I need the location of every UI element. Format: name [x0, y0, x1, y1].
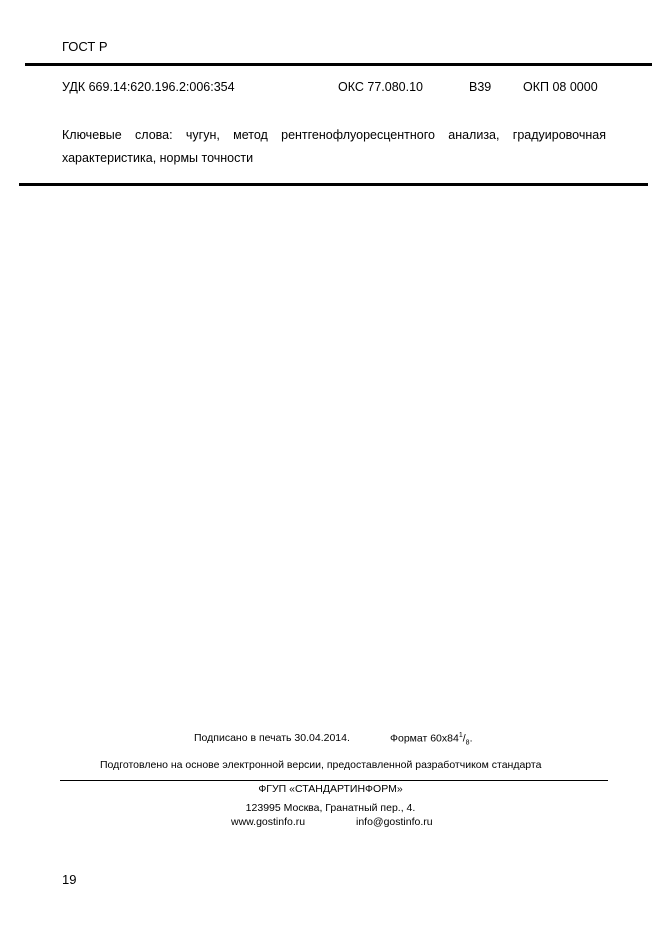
page-number: 19 — [62, 872, 77, 887]
paper-format: Формат $60х84^1/_8$. — [390, 732, 473, 747]
email-link[interactable]: info@gostinfo.ru — [356, 816, 433, 828]
middle-divider — [19, 183, 648, 186]
prepared-note: Подготовлено на основе электронной версии, предоставленной разработчиком стандарта — [100, 759, 542, 771]
signed-date: Подписано в печать 30.04.2014. — [194, 732, 350, 744]
top-divider — [25, 63, 652, 66]
okp-code: ОКП 08 0000 — [523, 80, 598, 94]
publisher-address: 123995 Москва, Гранатный пер., 4. — [245, 802, 416, 814]
keywords-paragraph: Ключевые слова: чугун, метод рентгенофлуоресцентного анализа, градуировочная характеристика, нормы точности — [62, 128, 606, 165]
document-header-title: ГОСТ Р — [62, 39, 108, 54]
format-numerator: 1 — [458, 732, 463, 739]
website-link[interactable]: www.gostinfo.ru — [231, 816, 306, 828]
format-denominator: 8 — [465, 739, 470, 747]
group-code: В39 — [469, 80, 492, 94]
format-suffix: . — [469, 732, 473, 745]
udk-code: УДК 669.14:620.196.2:006:354 — [62, 80, 235, 94]
oks-code: ОКС 77.080.10 — [338, 80, 423, 94]
publisher-name: ФГУП «СТАНДАРТИНФОРМ» — [258, 783, 403, 795]
imprint-divider — [60, 780, 608, 781]
format-prefix: Формат 60х84 — [390, 732, 459, 745]
